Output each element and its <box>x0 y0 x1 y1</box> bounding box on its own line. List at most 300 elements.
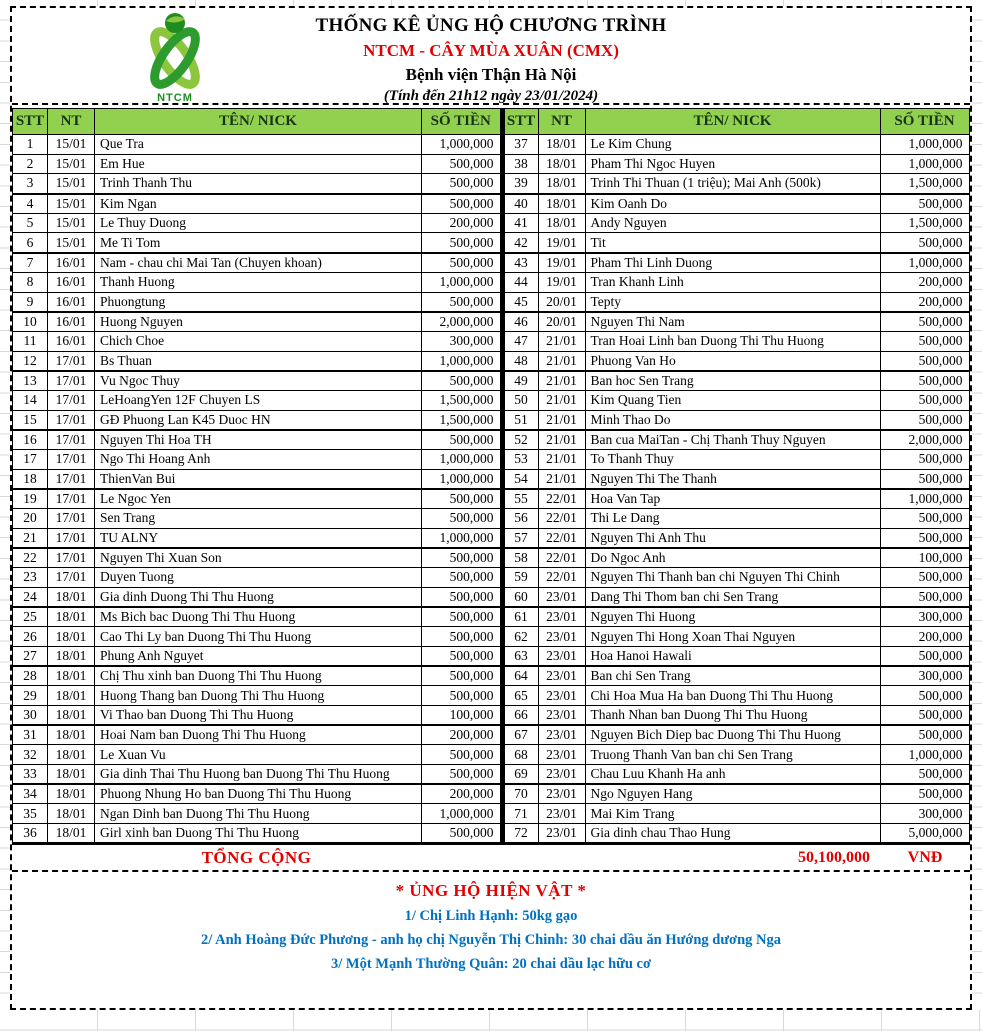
stt-cell: 62 <box>504 627 538 647</box>
stt-cell: 48 <box>504 351 538 371</box>
name-cell: Nam - chau chi Mai Tan (Chuyen khoan) <box>95 253 422 273</box>
stt-cell: 8 <box>13 272 48 292</box>
date-cell: 17/01 <box>48 509 95 529</box>
stt-cell: 16 <box>13 430 48 450</box>
date-cell: 18/01 <box>48 646 95 666</box>
stt-cell: 25 <box>13 607 48 627</box>
date-cell: 15/01 <box>48 213 95 233</box>
table-row <box>504 646 969 666</box>
amount-cell: 500,000 <box>422 627 502 647</box>
table-row <box>13 745 502 765</box>
date-cell: 16/01 <box>48 292 95 312</box>
amount-cell: 1,000,000 <box>422 528 502 548</box>
date-cell: 18/01 <box>538 174 585 194</box>
date-cell: 23/01 <box>538 745 585 765</box>
name-cell: To Thanh Thuy <box>585 450 880 470</box>
amount-cell: 500,000 <box>880 351 969 371</box>
total-amount: 50,100,000 <box>798 848 870 866</box>
amount-cell: 200,000 <box>422 213 502 233</box>
stt-cell: 17 <box>13 450 48 470</box>
sheet-gutter-left <box>0 0 10 1010</box>
amount-cell: 1,000,000 <box>422 469 502 489</box>
table-row <box>504 371 969 391</box>
name-cell: Kim Quang Tien <box>585 390 880 410</box>
date-cell: 23/01 <box>538 824 585 844</box>
amount-cell: 5,000,000 <box>880 824 969 844</box>
amount-cell: 1,000,000 <box>422 272 502 292</box>
date-cell: 23/01 <box>538 725 585 745</box>
stt-cell: 36 <box>13 824 48 844</box>
stt-cell: 19 <box>13 489 48 509</box>
name-cell: Ngo Thi Hoang Anh <box>95 450 422 470</box>
name-cell: TU ALNY <box>95 528 422 548</box>
total-row <box>12 844 970 872</box>
table-row <box>13 804 502 824</box>
stt-cell: 20 <box>13 509 48 529</box>
date-cell: 17/01 <box>48 469 95 489</box>
table-row <box>504 784 969 804</box>
date-cell: 17/01 <box>48 371 95 391</box>
program-title: THỐNG KÊ ỦNG HỘ CHƯƠNG TRÌNH <box>315 15 667 36</box>
table-row <box>13 174 502 194</box>
amount-cell: 500,000 <box>422 765 502 785</box>
name-cell: Phuong Van Ho <box>585 351 880 371</box>
table-row <box>13 686 502 706</box>
table-row <box>504 627 969 647</box>
amount-cell: 500,000 <box>422 568 502 588</box>
stt-cell: 54 <box>504 469 538 489</box>
table-row <box>13 705 502 725</box>
amount-cell: 500,000 <box>422 233 502 253</box>
stt-cell: 11 <box>13 331 48 351</box>
amount-cell: 1,000,000 <box>422 450 502 470</box>
name-cell: Nguyen Thi Hoa TH <box>95 430 422 450</box>
table-row <box>13 213 502 233</box>
title-block <box>12 8 970 105</box>
date-cell: 18/01 <box>538 154 585 174</box>
date-cell: 17/01 <box>48 568 95 588</box>
date-cell: 18/01 <box>48 607 95 627</box>
name-cell: Hoa Hanoi Hawali <box>585 646 880 666</box>
inkind-item: 3/ Một Mạnh Thường Quân: 20 chai dầu lạc hữu cơ <box>330 956 652 973</box>
table-row <box>13 509 502 529</box>
amount-cell: 200,000 <box>422 784 502 804</box>
stt-cell: 72 <box>504 824 538 844</box>
amount-cell: 1,500,000 <box>880 174 969 194</box>
stt-cell: 45 <box>504 292 538 312</box>
name-cell: Pham Thi Linh Duong <box>585 253 880 273</box>
table-row <box>504 548 969 568</box>
date-cell: 22/01 <box>538 489 585 509</box>
stt-cell: 60 <box>504 587 538 607</box>
column-header-name: TÊN/ NICK <box>585 109 880 135</box>
amount-cell: 500,000 <box>880 765 969 785</box>
date-cell: 21/01 <box>538 430 585 450</box>
stt-cell: 7 <box>13 253 48 273</box>
table-row <box>13 450 502 470</box>
amount-cell: 1,000,000 <box>880 135 969 155</box>
amount-cell: 300,000 <box>880 804 969 824</box>
amount-cell: 2,000,000 <box>880 430 969 450</box>
table-row <box>504 331 969 351</box>
table-row <box>504 587 969 607</box>
name-cell: Chau Luu Khanh Ha anh <box>585 765 880 785</box>
column-header-nt: NT <box>538 109 585 135</box>
stt-cell: 27 <box>13 646 48 666</box>
date-cell: 18/01 <box>48 765 95 785</box>
stt-cell: 67 <box>504 725 538 745</box>
name-cell: Ban hoc Sen Trang <box>585 371 880 391</box>
stt-cell: 49 <box>504 371 538 391</box>
name-cell: Andy Nguyen <box>585 213 880 233</box>
table-row <box>13 725 502 745</box>
table-row <box>13 194 502 214</box>
table-row <box>504 469 969 489</box>
date-cell: 17/01 <box>48 430 95 450</box>
sheet-gutter-bottom <box>0 1010 982 1031</box>
stt-cell: 33 <box>13 765 48 785</box>
name-cell: Duyen Tuong <box>95 568 422 588</box>
stt-cell: 53 <box>504 450 538 470</box>
name-cell: Tran Khanh Linh <box>585 272 880 292</box>
stt-cell: 44 <box>504 272 538 292</box>
name-cell: Ms Bich bac Duong Thi Thu Huong <box>95 607 422 627</box>
date-cell: 19/01 <box>538 272 585 292</box>
name-cell: Do Ngoc Anh <box>585 548 880 568</box>
amount-cell: 500,000 <box>422 253 502 273</box>
amount-cell: 1,000,000 <box>422 135 502 155</box>
stt-cell: 55 <box>504 489 538 509</box>
amount-cell: 200,000 <box>422 725 502 745</box>
amount-cell: 500,000 <box>422 371 502 391</box>
table-row <box>504 272 969 292</box>
amount-cell: 500,000 <box>422 646 502 666</box>
amount-cell: 500,000 <box>880 331 969 351</box>
amount-cell: 200,000 <box>880 292 969 312</box>
statistics-sheet <box>10 6 972 1010</box>
donation-tables <box>12 105 970 844</box>
stt-cell: 58 <box>504 548 538 568</box>
date-cell: 16/01 <box>48 272 95 292</box>
stt-cell: 71 <box>504 804 538 824</box>
stt-cell: 18 <box>13 469 48 489</box>
table-row <box>504 725 969 745</box>
table-row <box>504 253 969 273</box>
amount-cell: 100,000 <box>422 705 502 725</box>
name-cell: Nguyen Thi Xuan Son <box>95 548 422 568</box>
date-cell: 15/01 <box>48 194 95 214</box>
name-cell: Le Ngoc Yen <box>95 489 422 509</box>
table-row <box>13 233 502 253</box>
date-cell: 18/01 <box>48 686 95 706</box>
table-row <box>504 686 969 706</box>
table-row <box>504 312 969 332</box>
date-cell: 18/01 <box>48 705 95 725</box>
stt-cell: 37 <box>504 135 538 155</box>
name-cell: Phung Anh Nguyet <box>95 646 422 666</box>
stt-cell: 56 <box>504 509 538 529</box>
date-cell: 19/01 <box>538 253 585 273</box>
donation-table-right <box>504 108 970 844</box>
amount-cell: 500,000 <box>880 194 969 214</box>
table-row <box>504 154 969 174</box>
amount-cell: 1,000,000 <box>880 489 969 509</box>
amount-cell: 1,500,000 <box>880 213 969 233</box>
table-header-row <box>13 109 502 135</box>
amount-cell: 500,000 <box>422 489 502 509</box>
name-cell: Mai Kim Trang <box>585 804 880 824</box>
amount-cell: 500,000 <box>880 725 969 745</box>
stt-cell: 28 <box>13 666 48 686</box>
amount-cell: 1,000,000 <box>422 804 502 824</box>
stt-cell: 26 <box>13 627 48 647</box>
amount-cell: 500,000 <box>422 607 502 627</box>
table-row <box>504 745 969 765</box>
amount-cell: 500,000 <box>422 587 502 607</box>
name-cell: Vu Ngoc Thuy <box>95 371 422 391</box>
date-cell: 22/01 <box>538 528 585 548</box>
name-cell: ThienVan Bui <box>95 469 422 489</box>
amount-cell: 500,000 <box>880 705 969 725</box>
name-cell: Trinh Thi Thuan (1 triệu); Mai Anh (500k) <box>585 174 880 194</box>
amount-cell: 1,000,000 <box>880 253 969 273</box>
date-cell: 17/01 <box>48 390 95 410</box>
date-cell: 20/01 <box>538 292 585 312</box>
name-cell: Le Kim Chung <box>585 135 880 155</box>
date-cell: 20/01 <box>538 312 585 332</box>
table-row <box>504 174 969 194</box>
date-cell: 21/01 <box>538 331 585 351</box>
date-cell: 17/01 <box>48 489 95 509</box>
name-cell: Em Hue <box>95 154 422 174</box>
name-cell: Ngan Dinh ban Duong Thi Thu Huong <box>95 804 422 824</box>
name-cell: Tit <box>585 233 880 253</box>
amount-cell: 500,000 <box>422 745 502 765</box>
amount-cell: 2,000,000 <box>422 312 502 332</box>
amount-cell: 500,000 <box>880 233 969 253</box>
stt-cell: 34 <box>13 784 48 804</box>
date-cell: 21/01 <box>538 450 585 470</box>
name-cell: Minh Thao Do <box>585 410 880 430</box>
amount-cell: 500,000 <box>422 666 502 686</box>
amount-cell: 500,000 <box>422 509 502 529</box>
date-cell: 17/01 <box>48 351 95 371</box>
stt-cell: 61 <box>504 607 538 627</box>
table-row <box>13 135 502 155</box>
date-cell: 23/01 <box>538 686 585 706</box>
date-cell: 23/01 <box>538 627 585 647</box>
table-row <box>13 312 502 332</box>
amount-cell: 100,000 <box>880 548 969 568</box>
name-cell: Hoa Van Tap <box>585 489 880 509</box>
table-row <box>13 568 502 588</box>
amount-cell: 500,000 <box>880 568 969 588</box>
table-row <box>13 410 502 430</box>
table-row <box>504 824 969 844</box>
name-cell: GĐ Phuong Lan K45 Duoc HN <box>95 410 422 430</box>
table-row <box>504 705 969 725</box>
table-row <box>504 233 969 253</box>
date-cell: 16/01 <box>48 312 95 332</box>
date-cell: 23/01 <box>538 804 585 824</box>
date-cell: 18/01 <box>48 725 95 745</box>
amount-cell: 500,000 <box>422 154 502 174</box>
date-cell: 15/01 <box>48 174 95 194</box>
inkind-box <box>12 872 970 1008</box>
name-cell: Kim Oanh Do <box>585 194 880 214</box>
stt-cell: 57 <box>504 528 538 548</box>
name-cell: Chị Thu xinh ban Duong Thi Thu Huong <box>95 666 422 686</box>
name-cell: Vi Thao ban Duong Thi Thu Huong <box>95 705 422 725</box>
name-cell: Chi Hoa Mua Ha ban Duong Thi Thu Huong <box>585 686 880 706</box>
name-cell: Truong Thanh Van ban chi Sen Trang <box>585 745 880 765</box>
date-cell: 15/01 <box>48 135 95 155</box>
table-row <box>504 607 969 627</box>
date-cell: 17/01 <box>48 548 95 568</box>
date-cell: 23/01 <box>538 646 585 666</box>
stt-cell: 50 <box>504 390 538 410</box>
date-cell: 18/01 <box>48 745 95 765</box>
stt-cell: 21 <box>13 528 48 548</box>
date-cell: 15/01 <box>48 233 95 253</box>
name-cell: Huong Thang ban Duong Thi Thu Huong <box>95 686 422 706</box>
amount-cell: 1,000,000 <box>880 154 969 174</box>
name-cell: Ban cua MaiTan - Chị Thanh Thuy Nguyen <box>585 430 880 450</box>
amount-cell: 300,000 <box>880 666 969 686</box>
date-cell: 23/01 <box>538 765 585 785</box>
date-cell: 18/01 <box>48 666 95 686</box>
stt-cell: 52 <box>504 430 538 450</box>
table-row <box>13 331 502 351</box>
amount-cell: 200,000 <box>880 272 969 292</box>
name-cell: Nguyen Bich Diep bac Duong Thi Thu Huong <box>585 725 880 745</box>
table-row <box>504 765 969 785</box>
column-header-amount: SỐ TIỀN <box>422 109 502 135</box>
stt-cell: 6 <box>13 233 48 253</box>
stt-cell: 32 <box>13 745 48 765</box>
table-row <box>504 430 969 450</box>
inkind-item: 2/ Anh Hoàng Đức Phương - anh họ chị Nguyễn Thị Chinh: 30 chai dầu ăn Hướng dương Nga <box>201 932 781 949</box>
stt-cell: 35 <box>13 804 48 824</box>
table-row <box>13 272 502 292</box>
column-header-name: TÊN/ NICK <box>95 109 422 135</box>
date-cell: 22/01 <box>538 548 585 568</box>
table-row <box>13 587 502 607</box>
stt-cell: 51 <box>504 410 538 430</box>
table-row <box>504 804 969 824</box>
name-cell: LeHoangYen 12F Chuyen LS <box>95 390 422 410</box>
table-row <box>504 410 969 430</box>
date-cell: 18/01 <box>48 784 95 804</box>
name-cell: Nguyen Thi Huong <box>585 607 880 627</box>
stt-cell: 22 <box>13 548 48 568</box>
amount-cell: 1,500,000 <box>422 390 502 410</box>
amount-cell: 500,000 <box>880 410 969 430</box>
table-row <box>13 784 502 804</box>
stt-cell: 29 <box>13 686 48 706</box>
stt-cell: 69 <box>504 765 538 785</box>
total-label: TỔNG CỘNG <box>201 847 312 867</box>
amount-cell: 500,000 <box>880 528 969 548</box>
stt-cell: 68 <box>504 745 538 765</box>
table-row <box>13 351 502 371</box>
amount-cell: 500,000 <box>880 371 969 391</box>
date-cell: 23/01 <box>538 705 585 725</box>
date-cell: 21/01 <box>538 351 585 371</box>
table-row <box>13 489 502 509</box>
table-row <box>13 292 502 312</box>
amount-cell: 500,000 <box>422 292 502 312</box>
name-cell: Le Thuy Duong <box>95 213 422 233</box>
amount-cell: 300,000 <box>422 331 502 351</box>
date-cell: 17/01 <box>48 450 95 470</box>
stt-cell: 5 <box>13 213 48 233</box>
amount-cell: 500,000 <box>422 686 502 706</box>
date-cell: 18/01 <box>538 213 585 233</box>
timestamp-note: (Tính đến 21h12 ngày 23/01/2024) <box>383 88 599 104</box>
column-header-amount: SỐ TIỀN <box>880 109 969 135</box>
campaign-title: NTCM - CÂY MÙA XUÂN (CMX) <box>363 41 619 60</box>
stt-cell: 47 <box>504 331 538 351</box>
name-cell: Hoai Nam ban Duong Thi Thu Huong <box>95 725 422 745</box>
hospital-title: Bệnh viện Thận Hà Nội <box>405 65 577 84</box>
name-cell: Phuong Nhung Ho ban Duong Thi Thu Huong <box>95 784 422 804</box>
amount-cell: 300,000 <box>880 607 969 627</box>
stt-cell: 65 <box>504 686 538 706</box>
date-cell: 18/01 <box>48 587 95 607</box>
name-cell: Ngo Nguyen Hang <box>585 784 880 804</box>
name-cell: Tran Hoai Linh ban Duong Thi Thu Huong <box>585 331 880 351</box>
stt-cell: 24 <box>13 587 48 607</box>
stt-cell: 9 <box>13 292 48 312</box>
stt-cell: 70 <box>504 784 538 804</box>
amount-cell: 1,000,000 <box>880 745 969 765</box>
table-row <box>504 509 969 529</box>
name-cell: Gia dinh Duong Thi Thu Huong <box>95 587 422 607</box>
table-row <box>13 646 502 666</box>
stt-cell: 30 <box>13 705 48 725</box>
date-cell: 18/01 <box>48 824 95 844</box>
name-cell: Dang Thi Thom ban chi Sen Trang <box>585 587 880 607</box>
amount-cell: 500,000 <box>880 686 969 706</box>
stt-cell: 31 <box>13 725 48 745</box>
stt-cell: 23 <box>13 568 48 588</box>
amount-cell: 500,000 <box>422 430 502 450</box>
name-cell: Bs Thuan <box>95 351 422 371</box>
stt-cell: 40 <box>504 194 538 214</box>
amount-cell: 500,000 <box>880 784 969 804</box>
inkind-item: 1/ Chị Linh Hạnh: 50kg gạo <box>404 908 578 925</box>
name-cell: Nguyen Thi Anh Thu <box>585 528 880 548</box>
amount-cell: 1,500,000 <box>422 410 502 430</box>
name-cell: Kim Ngan <box>95 194 422 214</box>
name-cell: Nguyen Thi Hong Xoan Thai Nguyen <box>585 627 880 647</box>
ntcm-logo-icon <box>134 11 216 103</box>
amount-cell: 1,000,000 <box>422 351 502 371</box>
inkind-title: * ỦNG HỘ HIỆN VẬT * <box>395 881 587 901</box>
table-row <box>13 253 502 273</box>
column-header-nt: NT <box>48 109 95 135</box>
date-cell: 17/01 <box>48 410 95 430</box>
date-cell: 19/01 <box>538 233 585 253</box>
svg-text:NTCM: NTCM <box>157 92 193 103</box>
stt-cell: 14 <box>13 390 48 410</box>
amount-cell: 500,000 <box>880 587 969 607</box>
table-row <box>13 627 502 647</box>
table-row <box>13 390 502 410</box>
table-row <box>13 666 502 686</box>
table-row <box>13 469 502 489</box>
